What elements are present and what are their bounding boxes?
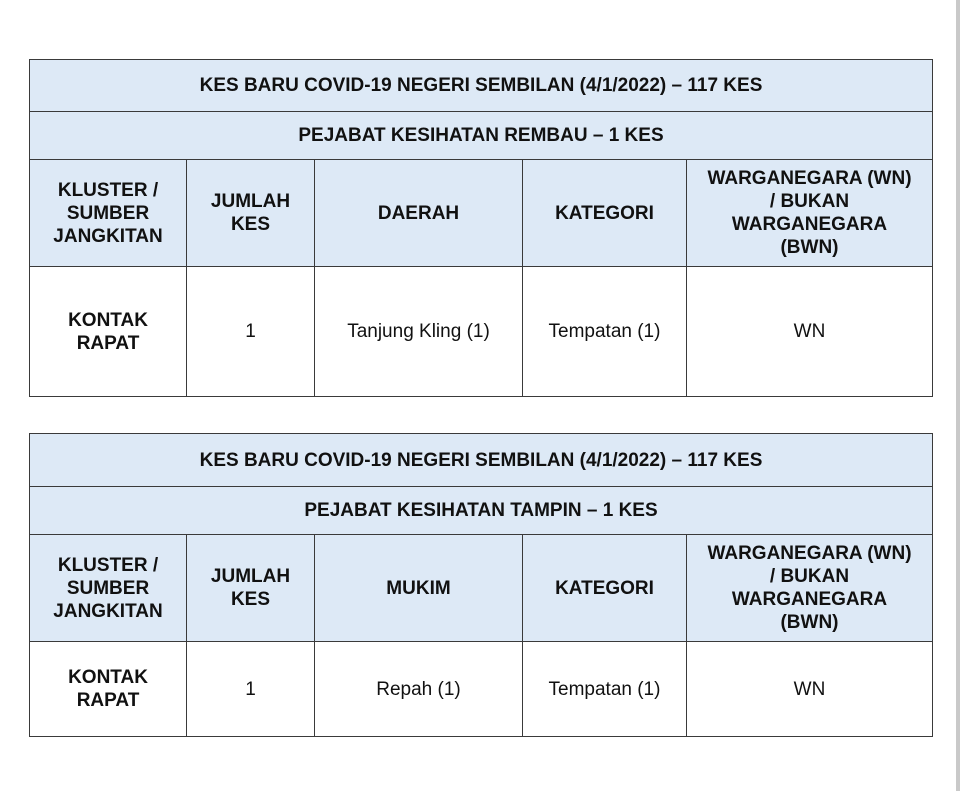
cell-category: Tempatan (1) xyxy=(523,642,687,737)
header-mukim: MUKIM xyxy=(315,535,523,642)
header-district: DAERAH xyxy=(315,160,523,267)
header-category: KATEGORI xyxy=(523,535,687,642)
table-title: KES BARU COVID-19 NEGERI SEMBILAN (4/1/2022) – 117 KES xyxy=(30,434,933,487)
cell-citizenship: WN xyxy=(687,267,933,397)
cell-district: Tanjung Kling (1) xyxy=(315,267,523,397)
header-citizenship: WARGANEGARA (WN) / BUKAN WARGANEGARA (BWN) xyxy=(687,160,933,267)
table-title: KES BARU COVID-19 NEGERI SEMBILAN (4/1/2022) – 117 KES xyxy=(30,60,933,112)
header-total-cases: JUMLAH KES xyxy=(187,160,315,267)
cell-citizenship: WN xyxy=(687,642,933,737)
cell-mukim: Repah (1) xyxy=(315,642,523,737)
header-cluster: KLUSTER / SUMBER JANGKITAN xyxy=(30,160,187,267)
rembau-cases-table xyxy=(29,59,933,397)
cell-cluster: KONTAK RAPAT xyxy=(30,267,187,397)
table-row xyxy=(30,642,933,737)
header-citizenship: WARGANEGARA (WN) / BUKAN WARGANEGARA (BWN) xyxy=(687,535,933,642)
cell-cluster: KONTAK RAPAT xyxy=(30,642,187,737)
cell-total-cases: 1 xyxy=(187,267,315,397)
office-subtitle: PEJABAT KESIHATAN TAMPIN – 1 KES xyxy=(30,487,933,535)
header-category: KATEGORI xyxy=(523,160,687,267)
header-total-cases: JUMLAH KES xyxy=(187,535,315,642)
table-row xyxy=(30,267,933,397)
tampin-cases-table xyxy=(29,433,933,737)
cell-category: Tempatan (1) xyxy=(523,267,687,397)
cell-total-cases: 1 xyxy=(187,642,315,737)
page-edge xyxy=(956,0,960,791)
office-subtitle: PEJABAT KESIHATAN REMBAU – 1 KES xyxy=(30,112,933,160)
header-cluster: KLUSTER / SUMBER JANGKITAN xyxy=(30,535,187,642)
